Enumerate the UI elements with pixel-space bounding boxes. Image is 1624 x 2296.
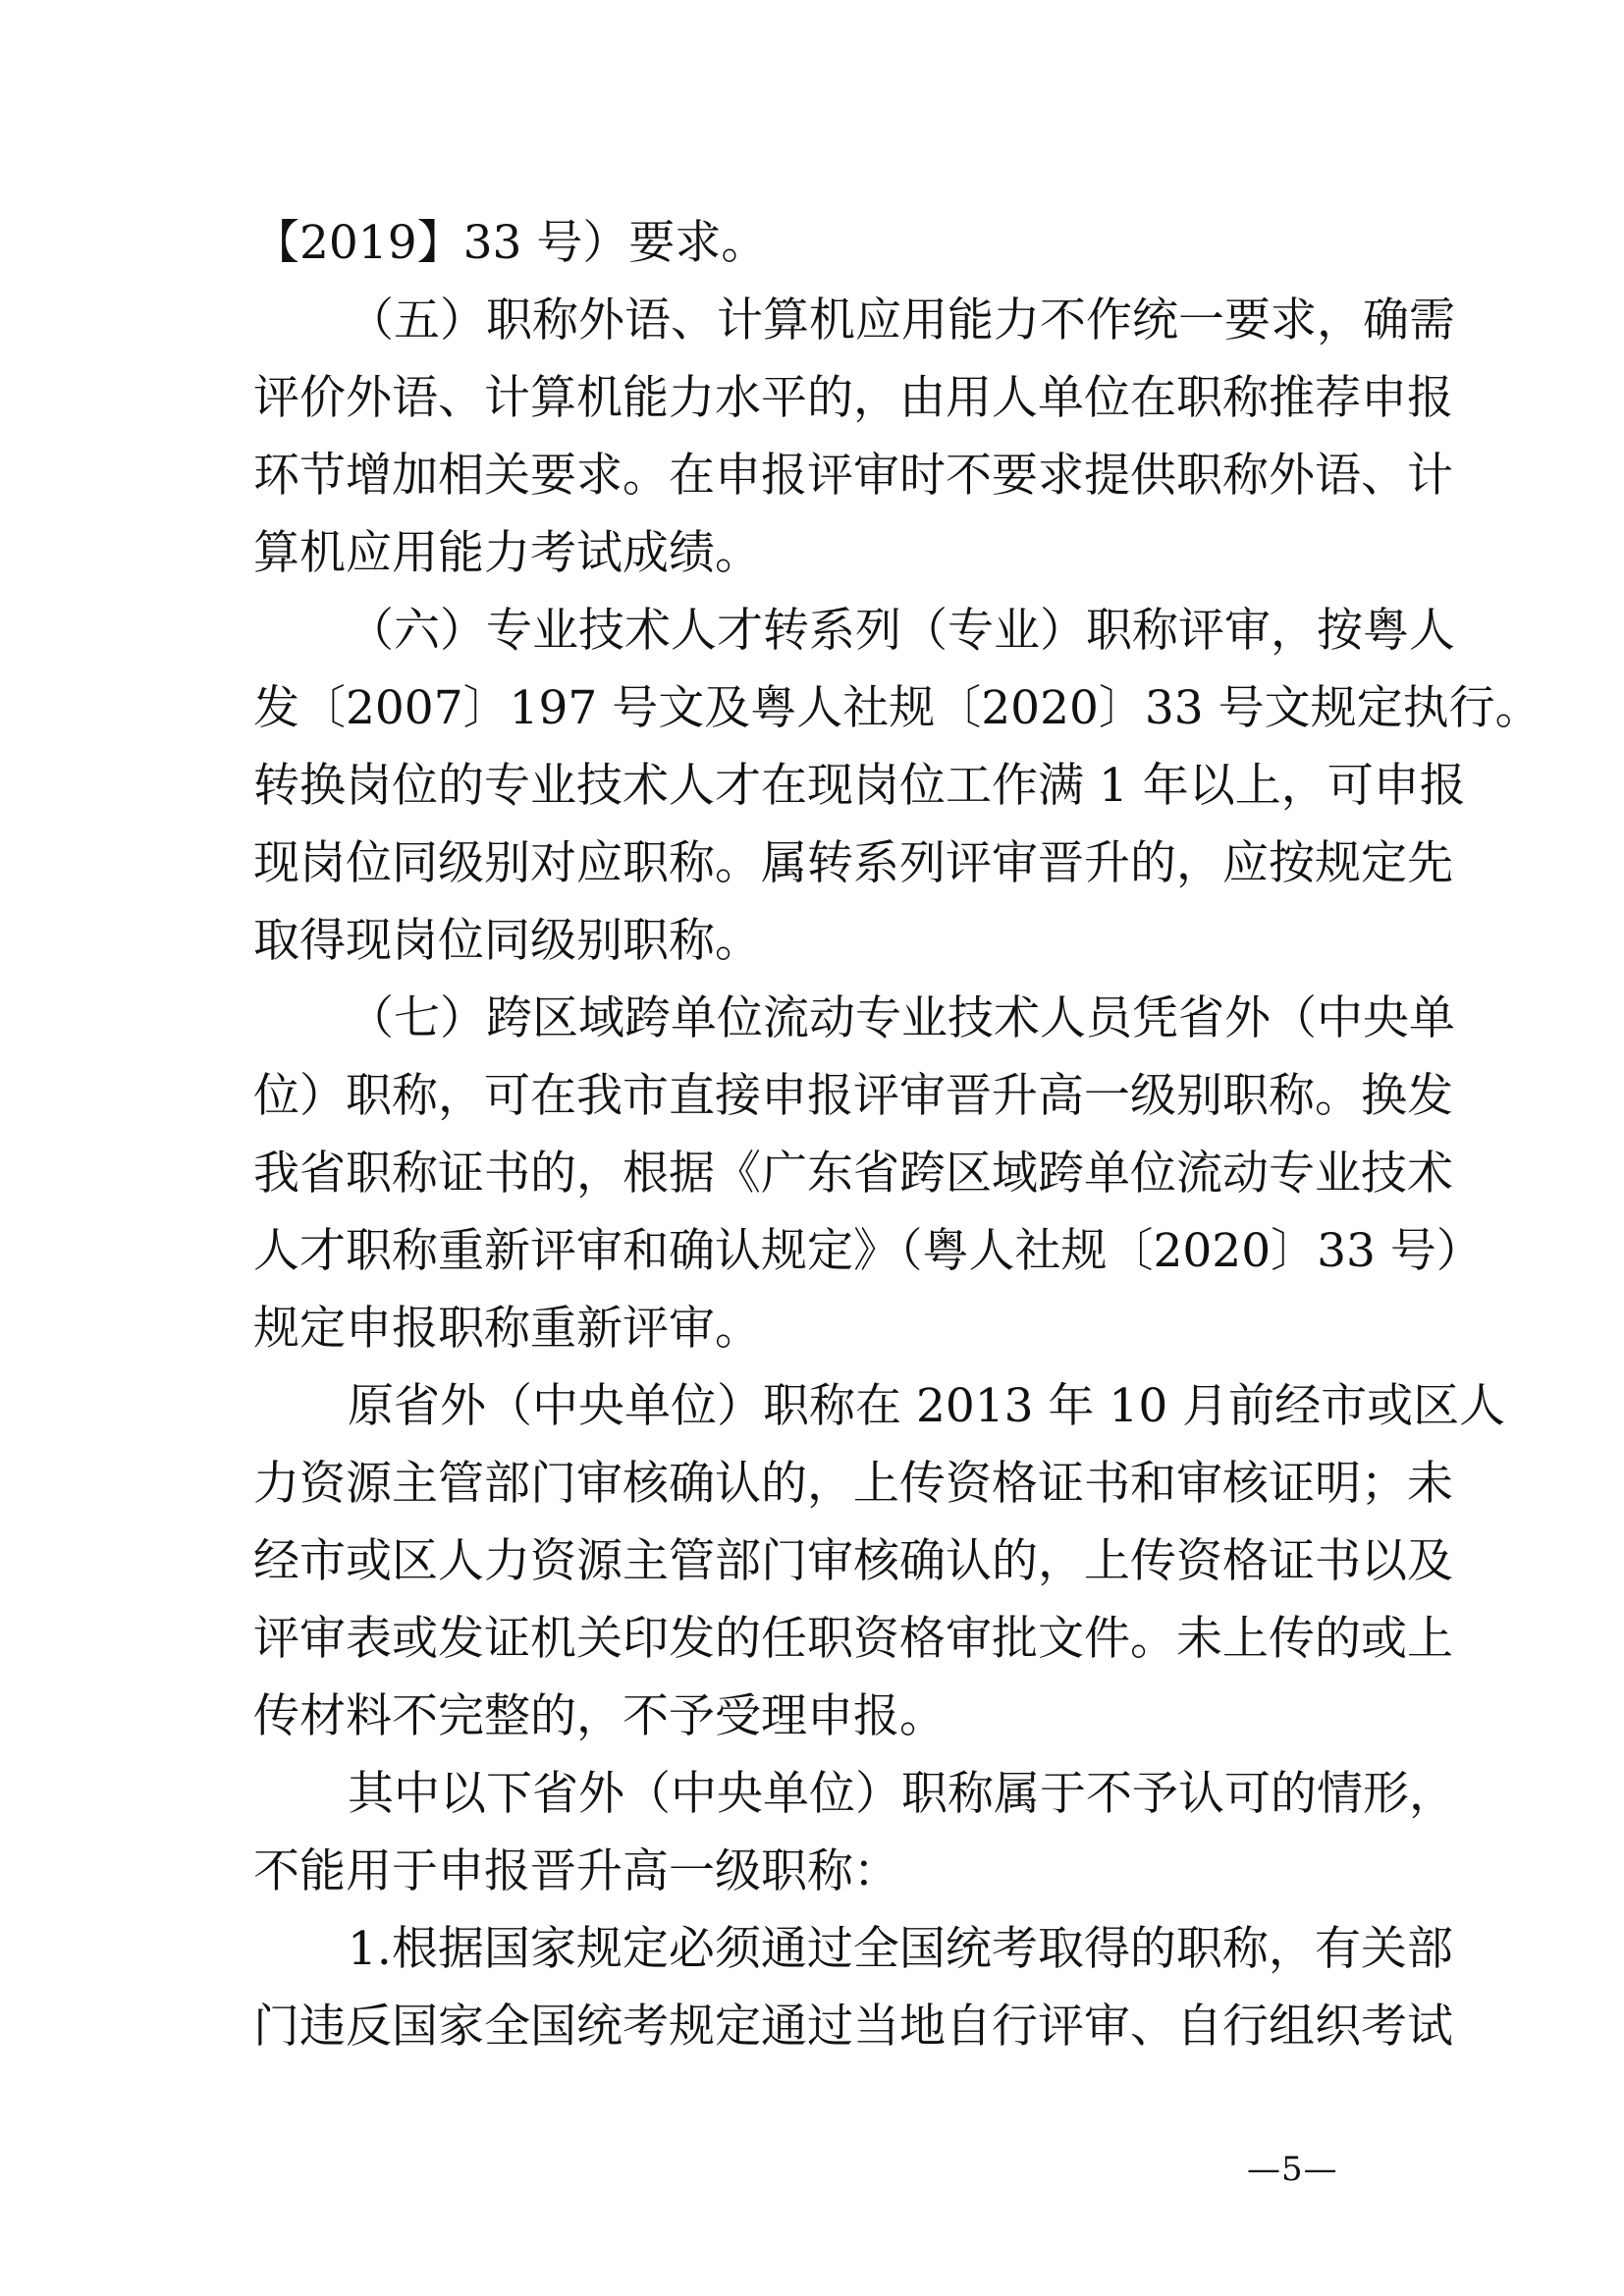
text-line: 经市或区人力资源主管部门审核确认的，上传资格证书以及 bbox=[253, 1534, 1453, 1588]
text-line: 其中以下省外（中央单位）职称属于不予认可的情形， bbox=[348, 1767, 1455, 1821]
text-line: 取得现岗位同级别职称。 bbox=[253, 914, 761, 968]
text-line: 位）职称，可在我市直接申报评审晋升高一级别职称。换发 bbox=[253, 1069, 1453, 1123]
paragraph bbox=[253, 282, 1455, 592]
text-line: 传材料不完整的，不予受理申报。 bbox=[253, 1689, 946, 1743]
text-line: 门违反国家全国统考规定通过当地自行评审、自行组织考试 bbox=[253, 2000, 1453, 2054]
text-line: 算机应用能力考试成绩。 bbox=[253, 526, 761, 580]
text-line: （五）职称外语、计算机应用能力不作统一要求，确需 bbox=[348, 294, 1455, 347]
text-line: 1.根据国家规定必须通过全国统考取得的职称，有关部 bbox=[348, 1922, 1453, 1976]
text-line: 转换岗位的专业技术人才在现岗位工作满 1 年以上，可申报 bbox=[253, 759, 1466, 813]
text-line: 力资源主管部门审核确认的，上传资格证书和审核证明；未 bbox=[253, 1457, 1453, 1511]
paragraph bbox=[253, 1910, 1453, 2065]
document-body bbox=[253, 204, 1542, 2065]
text-line: 人才职称重新评审和确认规定》（粤人社规〔2020〕33 号） bbox=[253, 1224, 1483, 1278]
paragraph bbox=[253, 1367, 1506, 1755]
paragraph bbox=[253, 592, 1542, 980]
paragraph bbox=[253, 204, 1388, 282]
text-line: （六）专业技术人才转系列（专业）职称评审，按粤人 bbox=[348, 604, 1455, 658]
text-line: 现岗位同级别对应职称。属转系列评审晋升的，应按规定先 bbox=[253, 836, 1453, 890]
text-line: 环节增加相关要求。在申报评审时不要求提供职称外语、计 bbox=[253, 449, 1453, 503]
text-line: 评审表或发证机关印发的任职资格审批文件。未上传的或上 bbox=[253, 1612, 1453, 1666]
text-line: 原省外（中央单位）职称在 2013 年 10 月前经市或区人 bbox=[348, 1379, 1506, 1433]
paragraph bbox=[253, 980, 1483, 1367]
page-number: —5— bbox=[1247, 2150, 1338, 2189]
text-line: 【2019】33 号）要求。 bbox=[253, 216, 768, 270]
text-line: （七）跨区域跨单位流动专业技术人员凭省外（中央单 bbox=[348, 991, 1455, 1045]
text-line: 我省职称证书的，根据《广东省跨区域跨单位流动专业技术 bbox=[253, 1147, 1453, 1201]
text-line: 发〔2007〕197 号文及粤人社规〔2020〕33 号文规定执行。 bbox=[253, 681, 1542, 735]
paragraph bbox=[253, 1755, 1455, 1910]
text-line: 评价外语、计算机能力水平的，由用人单位在职称推荐申报 bbox=[253, 371, 1453, 425]
text-line: 规定申报职称重新评审。 bbox=[253, 1302, 761, 1356]
text-line: 不能用于申报晋升高一级职称： bbox=[253, 1844, 899, 1898]
